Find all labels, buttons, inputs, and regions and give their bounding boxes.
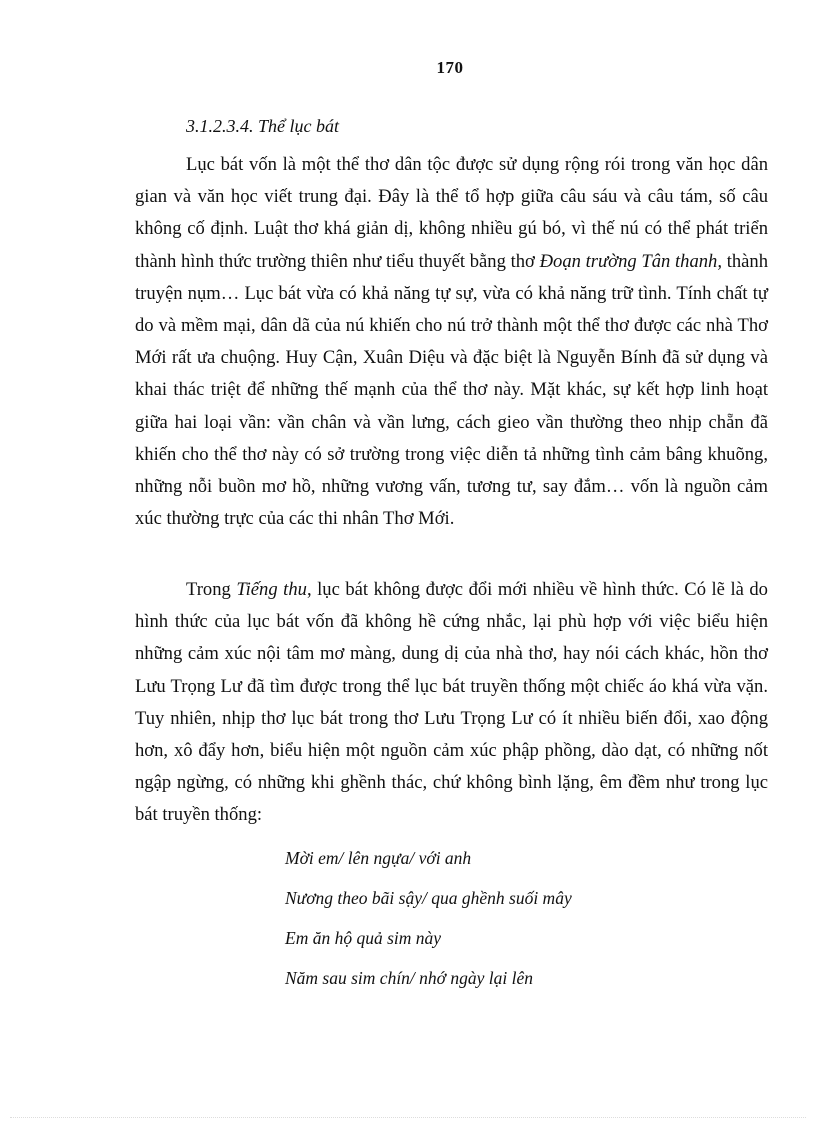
paragraph-1 [135, 149, 768, 535]
bottom-divider [10, 1117, 806, 1118]
poem-line: Năm sau sim chín/ nhớ ngày lại lên [285, 968, 534, 988]
paragraph-1-text-end: thành truyện nụm… Lục bát vừa có khả năng tự sự, vừa có khả năng trữ tình. Tính chất tự do và mềm mại, dân dã của nú khiến cho nú trở thành một thể thơ được các nhà Thơ Mới rất ưa chuộng. Huy Cận, Xuân Diệu và đặc biệt là Nguyễn Bính đã sử dụng và khai thác triệt để những thế mạnh của thể thơ này. Mặt khác, sự kết hợp linh hoạt giữa hai loại vần: vần chân và vần lưng, cách gieo vần thường theo nhịp chẵn đã khiến cho thể thơ này có sở trường trong việc diễn tả những tình cảm bâng khuõng, những nỗi buồn mơ hồ, những vương vấn, tương tư, say đắm… vốn là nguồn cảm xúc thường trực của các thi nhân Thơ Mới. [135, 250, 768, 530]
paragraph-1-italic-title: Đoạn trường Tân thanh, [539, 250, 722, 272]
poem-line: Nương theo bãi sậy/ qua ghềnh suối mây [285, 888, 572, 908]
paragraph-2-text-start: Trong [186, 579, 231, 600]
paragraph-2-italic-title: Tiếng thu [236, 579, 307, 600]
poem-block [285, 844, 572, 1004]
poem-line: Em ăn hộ quả sim này [285, 928, 442, 948]
paragraph-2 [135, 574, 768, 832]
section-heading: 3.1.2.3.4. Thể lục bát [186, 116, 339, 136]
poem-line: Mời em/ lên ngựa/ với anh [285, 848, 472, 868]
paragraph-1-text: Lục bát vốn là một thể thơ dân tộc được sử dụng rộng rói trong văn học dân gian và văn học viết trung đại. Đây là thể tổ hợp giữa câu sáu và câu tám, số câu không cố định. Luật thơ khá giản dị, không nhiều gú bó, vì thế nú có thể phát triển thành hình thức trường thiên như tiểu thuyết bằng thơ [135, 154, 768, 272]
paragraph-2-text-end: , lục bát không được đổi mới nhiều về hình thức. Có lẽ là do hình thức của lục bát vốn đã không hề cứng nhắc, lại phù hợp với việc biểu hiện những cảm xúc nội tâm mơ màng, dung dị của nhà thơ, hay nói cách khác, hồn thơ Lưu Trọng Lư đã tìm được trong thể lục bát truyền thống một chiếc áo khá vừa vặn. Tuy nhiên, nhịp thơ lục bát trong thơ Lưu Trọng Lư có ít nhiều biến đổi, xao động hơn, xô đẩy hơn, biểu hiện một nguồn cảm xúc phập phồng, dào dạt, có những nốt ngập ngừng, có những khi ghềnh thác, chứ không bình lặng, êm đềm như trong lục bát truyền thống: [135, 579, 768, 826]
page-number: 170 [436, 58, 464, 77]
